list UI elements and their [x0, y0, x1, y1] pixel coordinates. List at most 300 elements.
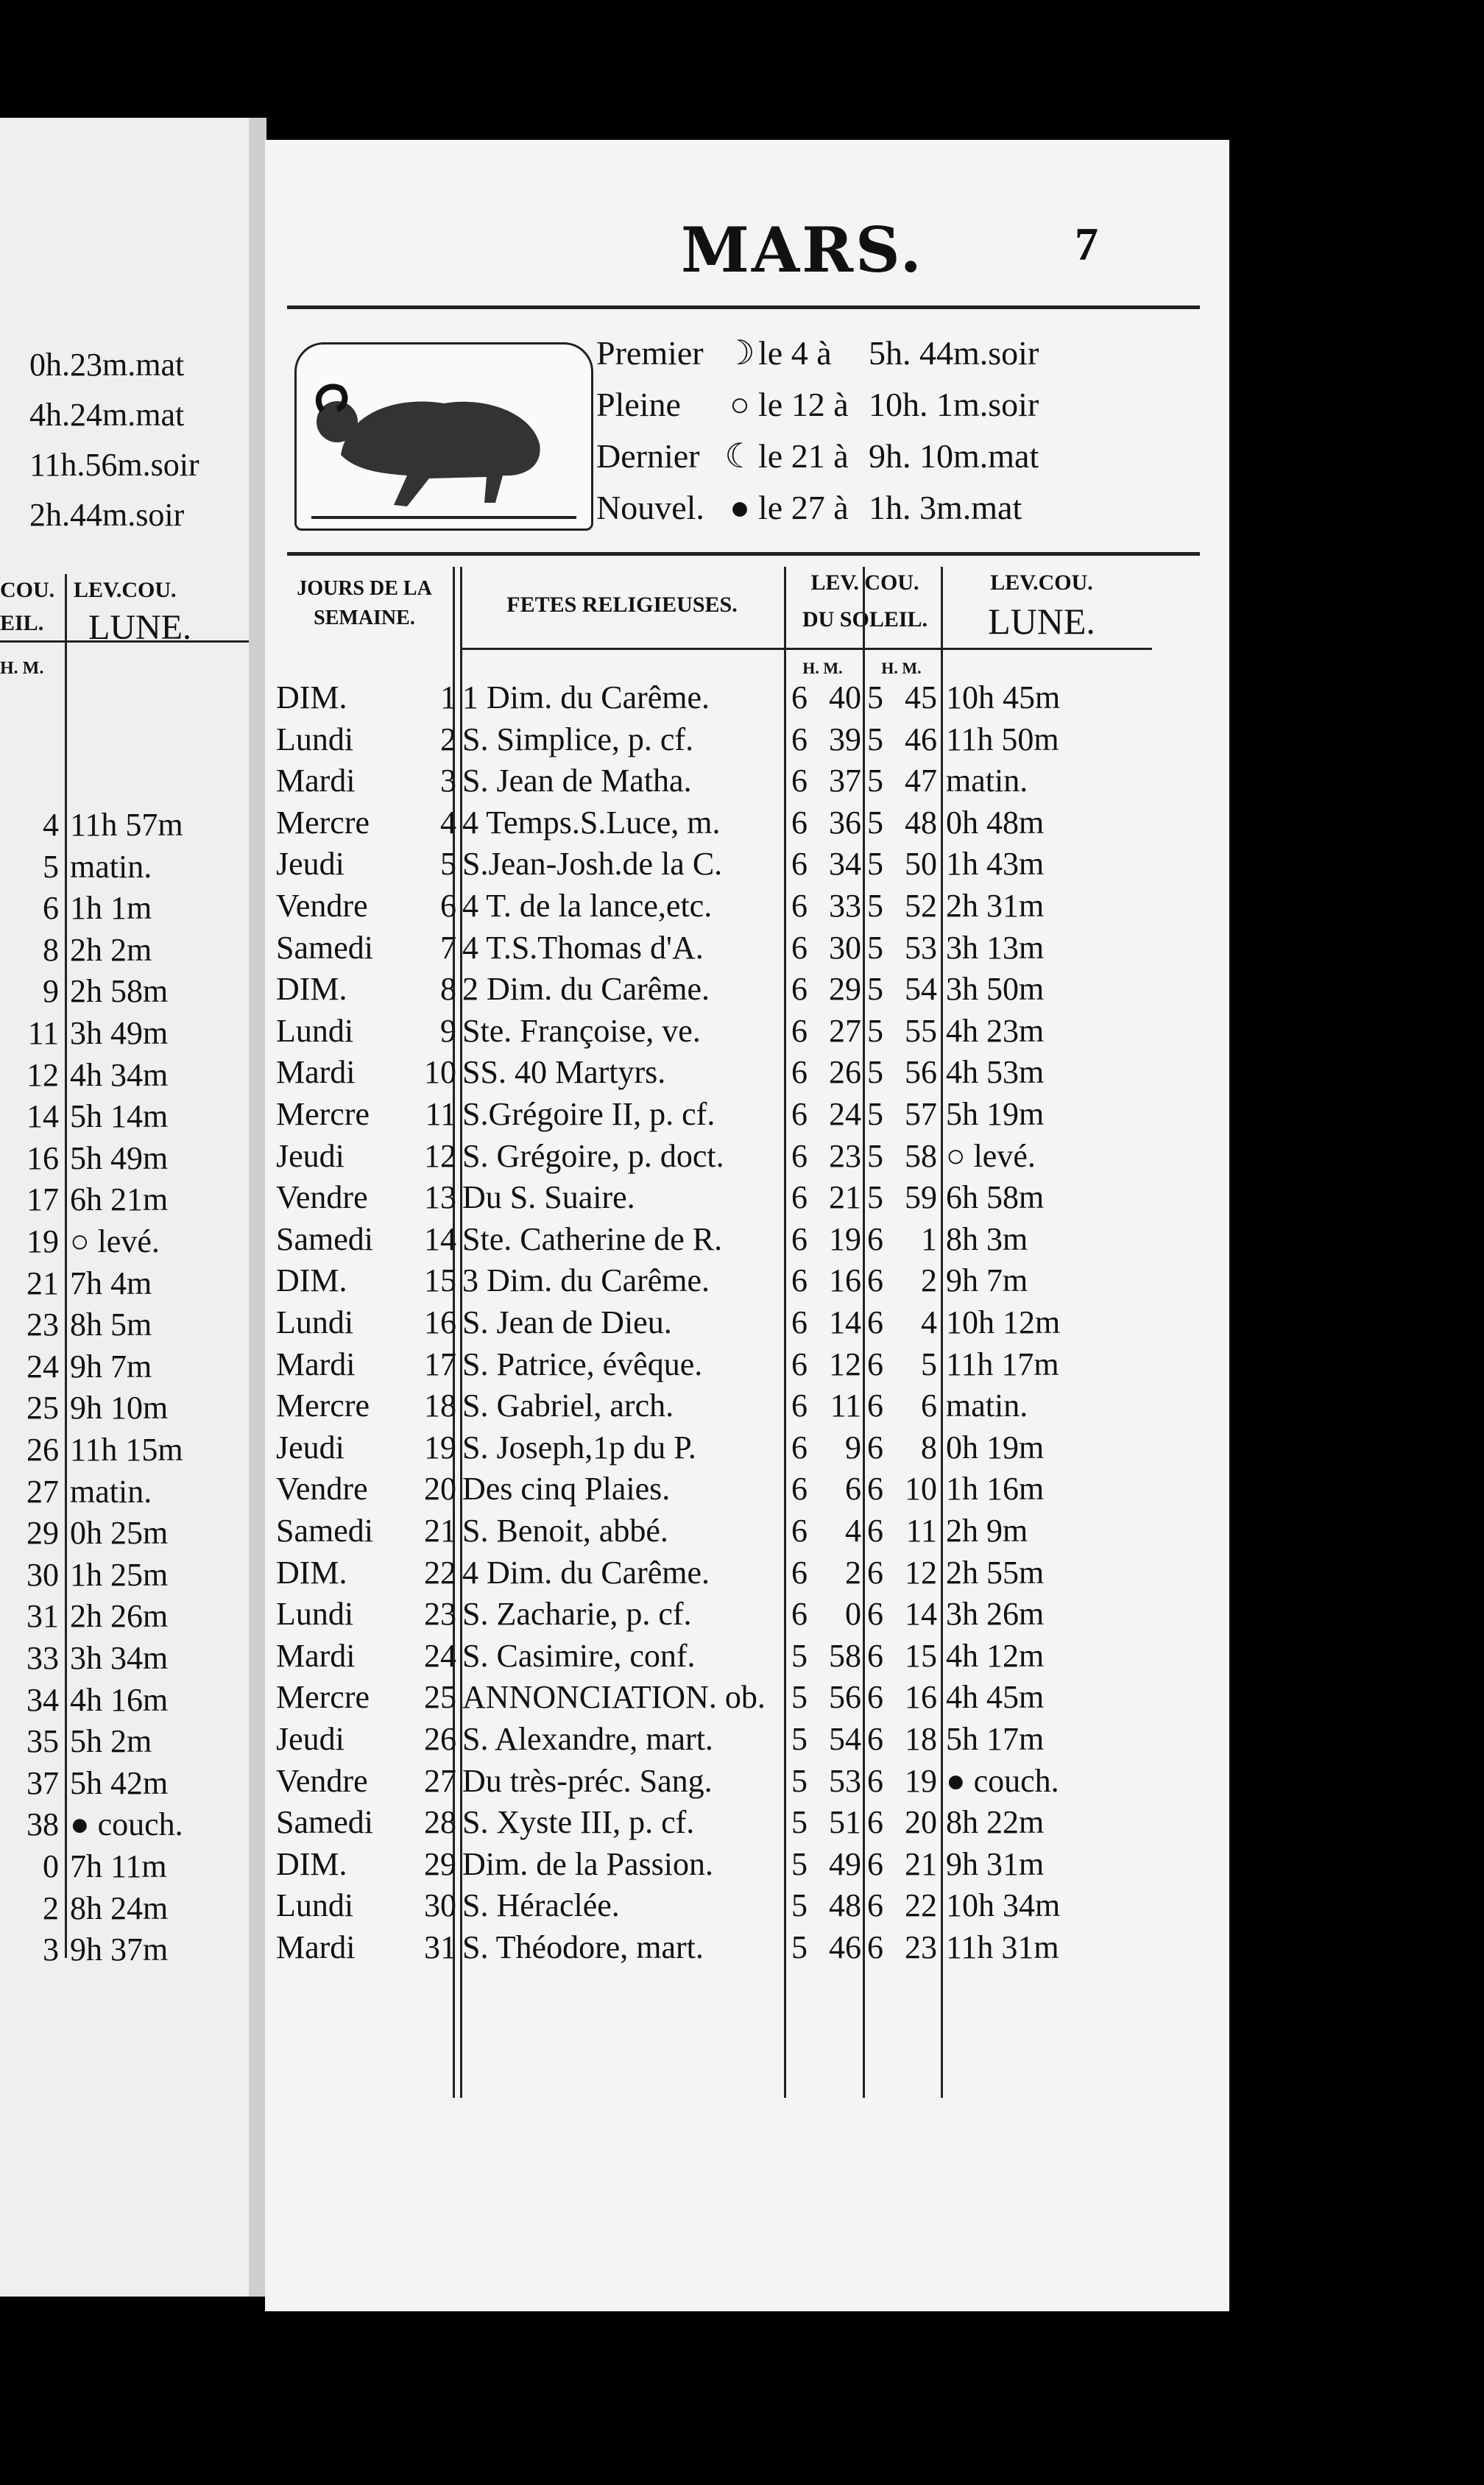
row-sunrise-hour: 6 — [791, 679, 808, 715]
row-feast: S. Zacharie, p. cf. — [462, 1596, 692, 1633]
phase-name: Dernier — [596, 437, 700, 475]
row-weekday: DIM. — [276, 1845, 347, 1882]
row-sunset-hour: 6 — [867, 1596, 883, 1633]
row-sunrise-hour: 6 — [791, 721, 808, 757]
header-jours: JOURS DE LA SEMAINE. — [297, 577, 432, 629]
row-sunrise-min: 4 — [845, 1513, 861, 1549]
left-row-number: 11 — [27, 1015, 59, 1051]
row-sunrise-min: 53 — [829, 1762, 861, 1799]
left-row-number: 2 — [43, 1890, 59, 1926]
row-sunset-hour: 5 — [867, 846, 883, 883]
calendar-row — [265, 929, 1229, 970]
left-row-moon: ● couch. — [70, 1806, 183, 1843]
header-lune-bottom: LUNE. — [988, 601, 1095, 642]
row-sunrise-min: 24 — [829, 1096, 861, 1132]
row-weekday: DIM. — [276, 1262, 347, 1299]
row-sunset-hour: 6 — [867, 1721, 883, 1757]
calendar-row — [265, 1346, 1229, 1387]
left-row-moon: 2h 26m — [70, 1598, 169, 1635]
row-sunrise-min: 58 — [829, 1637, 861, 1674]
calendar-row — [265, 721, 1229, 762]
row-sunrise-hour: 6 — [791, 1262, 808, 1299]
row-sunset-min: 6 — [921, 1388, 937, 1424]
left-row-number: 19 — [26, 1223, 59, 1259]
row-sunrise-min: 27 — [829, 1012, 861, 1049]
row-feast: S.Jean-Josh.de la C. — [462, 846, 723, 883]
phase-symbol-icon: ○ — [729, 386, 750, 423]
row-sunset-hour: 5 — [867, 929, 883, 966]
left-header-cou: COU. — [0, 578, 55, 602]
left-column-rule — [65, 574, 67, 1958]
row-date: 1 — [440, 679, 456, 715]
row-feast: 4 T. de la lance,etc. — [462, 888, 713, 924]
row-moon: 3h 50m — [946, 971, 1045, 1008]
row-weekday: Mercre — [276, 1096, 370, 1132]
phases-rule — [287, 552, 1200, 556]
calendar-row — [265, 1637, 1229, 1678]
row-sunrise-hour: 6 — [791, 1513, 808, 1549]
left-row-number: 9 — [43, 973, 59, 1010]
row-sunset-hour: 6 — [867, 1762, 883, 1799]
row-sunrise-hour: 6 — [791, 846, 808, 883]
row-weekday: Mercre — [276, 804, 370, 841]
row-sunset-min: 54 — [905, 971, 937, 1008]
row-sunrise-hour: 5 — [791, 1929, 808, 1965]
calendar-row — [265, 1304, 1229, 1345]
row-moon: 10h 12m — [946, 1304, 1061, 1340]
row-sunset-hour: 5 — [867, 1096, 883, 1132]
row-feast: 4 Dim. du Carême. — [462, 1554, 710, 1591]
phase-name: Nouvel. — [596, 489, 704, 526]
row-date: 8 — [440, 971, 456, 1008]
row-sunset-min: 46 — [905, 721, 937, 757]
left-header-lune: LUNE. — [88, 608, 191, 647]
row-sunset-min: 47 — [905, 763, 937, 799]
row-feast: 3 Dim. du Carême. — [462, 1262, 710, 1299]
row-sunrise-min: 12 — [829, 1346, 861, 1382]
row-sunset-hour: 6 — [867, 1471, 883, 1507]
left-phase-time: 0h.23m.mat — [29, 347, 185, 383]
row-sunset-min: 23 — [905, 1929, 937, 1965]
left-row-number: 25 — [26, 1390, 59, 1427]
row-sunset-hour: 6 — [867, 1513, 883, 1549]
calendar-row — [265, 1012, 1229, 1053]
left-row-moon: 11h 57m — [70, 807, 183, 843]
header-hm-sunset: H. M. — [881, 659, 922, 677]
left-row-moon: 4h 16m — [70, 1681, 169, 1718]
book-spine — [249, 118, 266, 2297]
row-sunset-min: 16 — [905, 1679, 937, 1716]
row-sunset-min: 21 — [905, 1845, 937, 1882]
calendar-row — [265, 1470, 1229, 1511]
row-sunset-min: 58 — [905, 1137, 937, 1174]
row-sunrise-hour: 5 — [791, 1804, 808, 1841]
row-weekday: Vendre — [276, 1471, 368, 1507]
calendar-row — [265, 1929, 1229, 1970]
row-weekday: Lundi — [276, 1304, 354, 1340]
row-sunrise-min: 33 — [829, 888, 861, 924]
row-sunrise-min: 30 — [829, 929, 861, 966]
row-feast: 2 Dim. du Carême. — [462, 971, 710, 1008]
row-date: 6 — [440, 888, 456, 924]
left-row-number: 27 — [26, 1473, 59, 1510]
row-weekday: Jeudi — [276, 846, 344, 883]
row-date: 4 — [440, 804, 456, 841]
left-row-moon: 8h 5m — [70, 1307, 152, 1343]
row-sunrise-hour: 6 — [791, 763, 808, 799]
row-sunrise-min: 34 — [829, 846, 861, 883]
row-sunrise-min: 36 — [829, 804, 861, 841]
left-row-moon: 2h 58m — [70, 973, 169, 1010]
row-moon: 10h 34m — [946, 1887, 1061, 1924]
row-sunrise-hour: 5 — [791, 1637, 808, 1674]
previous-page — [0, 118, 250, 2297]
row-sunrise-hour: 6 — [791, 971, 808, 1008]
header-fetes: FETES RELIGIEUSES. — [506, 593, 738, 617]
calendar-row — [265, 1845, 1229, 1887]
row-sunset-hour: 6 — [867, 1887, 883, 1924]
row-sunset-min: 11 — [905, 1513, 937, 1549]
left-row-moon: 3h 49m — [70, 1015, 169, 1051]
title-rule — [287, 305, 1200, 309]
row-moon: 11h 31m — [946, 1929, 1059, 1965]
row-weekday: Lundi — [276, 1012, 354, 1049]
phase-symbol-icon: ● — [729, 489, 750, 526]
row-weekday: Mercre — [276, 1679, 370, 1716]
left-phase-time: 2h.44m.soir — [29, 497, 185, 533]
row-sunset-min: 53 — [905, 929, 937, 966]
left-row-number: 6 — [43, 890, 59, 927]
row-sunrise-min: 19 — [829, 1220, 861, 1257]
row-sunset-hour: 6 — [867, 1346, 883, 1382]
row-weekday: Lundi — [276, 1887, 354, 1924]
calendar-row — [265, 1595, 1229, 1636]
row-sunrise-min: 16 — [829, 1262, 861, 1299]
moon-phase-row — [596, 328, 1148, 379]
left-row-number: 33 — [26, 1640, 59, 1676]
row-sunrise-min: 56 — [829, 1679, 861, 1716]
left-row-number: 21 — [26, 1265, 59, 1301]
row-sunset-hour: 5 — [867, 804, 883, 841]
header-soleil-bottom: DU SOLEIL. — [802, 607, 928, 632]
row-date: 24 — [424, 1637, 456, 1674]
left-row-moon: 4h 34m — [70, 1056, 169, 1093]
row-date: 25 — [424, 1679, 456, 1716]
left-row-number: 12 — [26, 1056, 59, 1093]
left-header-rule — [0, 640, 250, 643]
row-date: 11 — [425, 1096, 456, 1132]
row-weekday: Vendre — [276, 1762, 368, 1799]
left-row-number: 37 — [26, 1764, 59, 1801]
row-sunset-min: 5 — [921, 1346, 937, 1382]
row-sunrise-min: 29 — [829, 971, 861, 1008]
row-sunrise-hour: 6 — [791, 1429, 808, 1466]
row-sunset-hour: 6 — [867, 1220, 883, 1257]
row-feast: Ste. Françoise, ve. — [462, 1012, 701, 1049]
row-feast: S. Casimire, conf. — [462, 1637, 696, 1674]
row-weekday: DIM. — [276, 679, 347, 715]
row-sunrise-hour: 5 — [791, 1679, 808, 1716]
phase-time: 9h. 10m.mat — [869, 437, 1039, 475]
row-date: 23 — [424, 1596, 456, 1633]
left-row-moon: 7h 4m — [70, 1265, 152, 1301]
row-sunset-hour: 5 — [867, 721, 883, 757]
left-row-number: 0 — [43, 1848, 59, 1884]
calendar-row — [265, 1678, 1229, 1719]
row-weekday: Mardi — [276, 1054, 356, 1091]
row-sunset-hour: 6 — [867, 1929, 883, 1965]
left-row-moon: 9h 37m — [70, 1931, 169, 1968]
row-moon: 11h 17m — [946, 1346, 1059, 1382]
row-sunset-hour: 6 — [867, 1637, 883, 1674]
calendar-row — [265, 1762, 1229, 1803]
row-moon: 4h 23m — [946, 1012, 1045, 1049]
row-sunset-min: 18 — [905, 1721, 937, 1757]
row-date: 22 — [424, 1554, 456, 1591]
left-row-number: 14 — [26, 1098, 59, 1135]
left-row-moon: 6h 21m — [70, 1181, 169, 1218]
row-moon: 4h 53m — [946, 1054, 1045, 1091]
row-weekday: Mardi — [276, 1929, 356, 1965]
left-row-number: 5 — [43, 848, 59, 885]
row-date: 9 — [440, 1012, 456, 1049]
left-row-moon: 9h 7m — [70, 1348, 152, 1385]
row-weekday: Vendre — [276, 888, 368, 924]
calendar-row — [265, 1803, 1229, 1845]
row-sunrise-hour: 5 — [791, 1845, 808, 1882]
row-weekday: Jeudi — [276, 1721, 344, 1757]
phase-time: 5h. 44m.soir — [869, 334, 1039, 372]
left-row-number: 38 — [26, 1806, 59, 1843]
row-sunset-min: 55 — [905, 1012, 937, 1049]
row-sunrise-hour: 6 — [791, 1137, 808, 1174]
row-date: 27 — [424, 1762, 456, 1799]
calendar-row — [265, 804, 1229, 845]
row-sunrise-hour: 6 — [791, 1220, 808, 1257]
left-row-moon: 5h 49m — [70, 1139, 169, 1176]
row-moon: 2h 55m — [946, 1554, 1045, 1591]
row-sunrise-hour: 5 — [791, 1721, 808, 1757]
left-row-number: 23 — [26, 1307, 59, 1343]
left-row-moon: matin. — [70, 848, 152, 885]
row-sunrise-hour: 6 — [791, 1471, 808, 1507]
row-feast: S. Xyste III, p. cf. — [462, 1804, 695, 1841]
left-row-moon: ○ levé. — [70, 1223, 160, 1259]
row-sunrise-hour: 6 — [791, 929, 808, 966]
left-row-number: 29 — [26, 1515, 59, 1552]
row-sunrise-hour: 6 — [791, 1096, 808, 1132]
row-sunset-hour: 5 — [867, 679, 883, 715]
row-moon: 10h 45m — [946, 679, 1061, 715]
row-sunset-hour: 5 — [867, 1179, 883, 1216]
row-moon: matin. — [946, 763, 1028, 799]
header-rule — [460, 648, 1152, 650]
calendar-row — [265, 1387, 1229, 1428]
row-sunset-min: 57 — [905, 1096, 937, 1132]
row-sunrise-hour: 5 — [791, 1887, 808, 1924]
row-date: 29 — [424, 1845, 456, 1882]
row-sunrise-min: 0 — [845, 1596, 861, 1633]
row-feast: S. Benoit, abbé. — [462, 1513, 668, 1549]
row-sunrise-min: 49 — [829, 1845, 861, 1882]
row-sunset-min: 48 — [905, 804, 937, 841]
row-sunrise-hour: 6 — [791, 1388, 808, 1424]
row-moon: 9h 7m — [946, 1262, 1028, 1299]
row-feast: ANNONCIATION. ob. — [462, 1679, 766, 1716]
left-row-number: 30 — [26, 1556, 59, 1593]
row-date: 30 — [424, 1887, 456, 1924]
calendar-row — [265, 845, 1229, 886]
row-sunset-hour: 6 — [867, 1429, 883, 1466]
row-sunrise-min: 21 — [829, 1179, 861, 1216]
left-phase-time: 4h.24m.mat — [29, 397, 185, 433]
row-feast: SS. 40 Martyrs. — [462, 1054, 666, 1091]
row-weekday: Vendre — [276, 1179, 368, 1216]
row-sunrise-min: 48 — [829, 1887, 861, 1924]
row-sunset-hour: 6 — [867, 1804, 883, 1841]
row-moon: 8h 22m — [946, 1804, 1045, 1841]
row-sunset-min: 15 — [905, 1637, 937, 1674]
row-feast: S. Alexandre, mart. — [462, 1721, 713, 1757]
row-moon: 0h 19m — [946, 1429, 1045, 1466]
phase-day: le 4 à — [758, 334, 832, 372]
row-moon: 9h 31m — [946, 1845, 1045, 1882]
row-moon: 1h 43m — [946, 846, 1045, 883]
row-sunset-hour: 6 — [867, 1262, 883, 1299]
row-sunrise-min: 26 — [829, 1054, 861, 1091]
left-row-moon: matin. — [70, 1473, 152, 1510]
left-row-number: 34 — [26, 1681, 59, 1718]
calendar-page — [265, 140, 1229, 2311]
row-weekday: Mardi — [276, 1346, 356, 1382]
calendar-row — [265, 887, 1229, 928]
row-moon: ● couch. — [946, 1762, 1059, 1799]
row-moon: 8h 3m — [946, 1220, 1028, 1257]
row-sunset-min: 12 — [905, 1554, 937, 1591]
left-row-moon: 9h 10m — [70, 1390, 169, 1427]
left-row-number: 31 — [26, 1598, 59, 1635]
row-sunrise-hour: 6 — [791, 1054, 808, 1091]
calendar-row — [265, 1887, 1229, 1928]
left-row-number: 3 — [43, 1931, 59, 1968]
row-date: 2 — [440, 721, 456, 757]
row-weekday: Jeudi — [276, 1137, 344, 1174]
row-sunrise-min: 9 — [845, 1429, 861, 1466]
calendar-row — [265, 1095, 1229, 1137]
row-weekday: Samedi — [276, 1513, 373, 1549]
header-hm-sunrise: H. M. — [802, 659, 843, 677]
row-date: 17 — [424, 1346, 456, 1382]
row-sunset-min: 14 — [905, 1596, 937, 1633]
row-sunrise-min: 54 — [829, 1721, 861, 1757]
row-date: 18 — [424, 1388, 456, 1424]
row-moon: 11h 50m — [946, 721, 1059, 757]
row-feast: Du S. Suaire. — [462, 1179, 635, 1216]
row-sunset-hour: 6 — [867, 1388, 883, 1424]
phase-name: Pleine — [596, 386, 681, 423]
row-date: 3 — [440, 763, 456, 799]
row-date: 31 — [424, 1929, 456, 1965]
phase-name: Premier — [596, 334, 704, 372]
row-weekday: Mercre — [276, 1388, 370, 1424]
row-moon: 3h 26m — [946, 1596, 1045, 1633]
row-feast: S. Patrice, évêque. — [462, 1346, 703, 1382]
calendar-row — [265, 1429, 1229, 1470]
left-row-number: 4 — [43, 807, 59, 843]
calendar-row — [265, 1554, 1229, 1595]
row-sunset-hour: 6 — [867, 1845, 883, 1882]
left-row-number: 26 — [26, 1432, 59, 1468]
row-sunrise-min: 6 — [845, 1471, 861, 1507]
moon-phase-row — [596, 379, 1148, 431]
left-row-moon: 5h 2m — [70, 1723, 152, 1760]
row-sunrise-min: 40 — [829, 679, 861, 715]
row-feast: S. Héraclée. — [462, 1887, 620, 1924]
row-moon: 3h 13m — [946, 929, 1045, 966]
left-row-moon: 8h 24m — [70, 1890, 169, 1926]
row-sunrise-hour: 5 — [791, 1762, 808, 1799]
row-weekday: Samedi — [276, 929, 373, 966]
row-feast: S.Grégoire II, p. cf. — [462, 1096, 716, 1132]
row-date: 19 — [424, 1429, 456, 1466]
row-feast: S. Joseph,1p du P. — [462, 1429, 696, 1466]
row-weekday: DIM. — [276, 1554, 347, 1591]
left-row-moon: 2h 2m — [70, 931, 152, 968]
row-moon: 6h 58m — [946, 1179, 1045, 1216]
left-row-moon: 5h 14m — [70, 1098, 169, 1135]
row-sunset-min: 1 — [921, 1220, 937, 1257]
left-row-moon: 1h 25m — [70, 1556, 169, 1593]
left-row-number: 35 — [26, 1723, 59, 1760]
row-weekday: Mardi — [276, 763, 356, 799]
row-sunrise-min: 23 — [829, 1137, 861, 1174]
calendar-row — [265, 1178, 1229, 1220]
row-moon: 0h 48m — [946, 804, 1045, 841]
phase-day: le 27 à — [758, 489, 849, 526]
row-sunrise-min: 11 — [830, 1388, 861, 1424]
row-sunset-hour: 6 — [867, 1304, 883, 1340]
phase-time: 10h. 1m.soir — [869, 386, 1039, 423]
row-moon: 4h 12m — [946, 1637, 1045, 1674]
row-sunrise-hour: 6 — [791, 1596, 808, 1633]
month-title: MARS. — [681, 213, 924, 286]
row-sunset-min: 20 — [905, 1804, 937, 1841]
row-feast: 4 Temps.S.Luce, m. — [462, 804, 721, 841]
moon-phase-row — [596, 482, 1148, 534]
moon-phase-row — [596, 431, 1148, 482]
phase-day: le 12 à — [758, 386, 849, 423]
row-sunset-min: 8 — [921, 1429, 937, 1466]
row-weekday: Mardi — [276, 1637, 356, 1674]
row-moon: 2h 31m — [946, 888, 1045, 924]
row-sunrise-hour: 6 — [791, 1304, 808, 1340]
phase-symbol-icon: ☾ — [724, 437, 755, 475]
left-phase-time: 11h.56m.soir — [29, 447, 199, 483]
row-sunset-min: 10 — [905, 1471, 937, 1507]
row-sunset-hour: 6 — [867, 1679, 883, 1716]
row-sunset-min: 2 — [921, 1262, 937, 1299]
left-row-moon: 3h 34m — [70, 1640, 169, 1676]
calendar-row — [265, 1137, 1229, 1178]
row-sunrise-min: 46 — [829, 1929, 861, 1965]
row-date: 21 — [424, 1513, 456, 1549]
row-feast: 4 T.S.Thomas d'A. — [462, 929, 704, 966]
row-sunrise-hour: 6 — [791, 1179, 808, 1216]
calendar-row — [265, 1512, 1229, 1553]
row-feast: S. Gabriel, arch. — [462, 1388, 674, 1424]
left-header-eil: EIL. — [0, 611, 44, 635]
row-feast: S. Grégoire, p. doct. — [462, 1137, 724, 1174]
